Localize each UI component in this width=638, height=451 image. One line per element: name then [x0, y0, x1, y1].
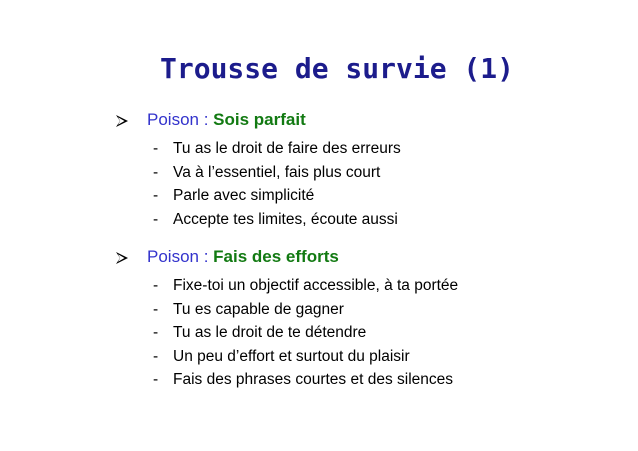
slide-title: Trousse de survie (1): [160, 52, 515, 85]
arrowhead-bullet-icon: [115, 251, 129, 265]
list-item-text: Parle avec simplicité: [173, 187, 315, 204]
dash-marker: -: [153, 187, 159, 204]
list-item-text: Tu as le droit de faire des erreurs: [173, 140, 401, 157]
poison-heading-text: [147, 108, 306, 132]
list-item-text: Va à l’essentiel, fais plus court: [173, 163, 381, 181]
list-item-text: Accepte tes limites, écoute aussi: [173, 210, 398, 228]
list-item-text: Tu es capable de gagner: [173, 300, 344, 318]
dash-marker: -: [153, 163, 159, 181]
list-item-text: Fixe-toi un objectif accessible, à ta portée: [173, 277, 459, 294]
list-item-text: Un peu d’effort et surtout du plaisir: [173, 347, 410, 365]
poison-label: Poison: [147, 247, 199, 266]
dash-marker: -: [153, 324, 159, 341]
poison-label: Poison: [147, 110, 199, 129]
list-item-text: Tu as le droit de te détendre: [173, 324, 367, 341]
poison-separator: :: [198, 110, 214, 129]
dash-marker: -: [153, 210, 159, 228]
dash-marker: -: [153, 277, 159, 294]
dash-marker: -: [153, 140, 159, 157]
list-item-text: Fais des phrases courtes et des silences: [173, 371, 453, 388]
arrowhead-bullet-icon: [115, 114, 129, 128]
poison-heading-text: [147, 245, 339, 269]
dash-marker: -: [153, 300, 159, 318]
poison-name: Fais des efforts: [213, 247, 339, 266]
poison-separator: :: [198, 247, 214, 266]
dash-marker: -: [153, 371, 159, 388]
dash-marker: -: [153, 347, 159, 365]
poison-name: Sois parfait: [213, 110, 306, 129]
